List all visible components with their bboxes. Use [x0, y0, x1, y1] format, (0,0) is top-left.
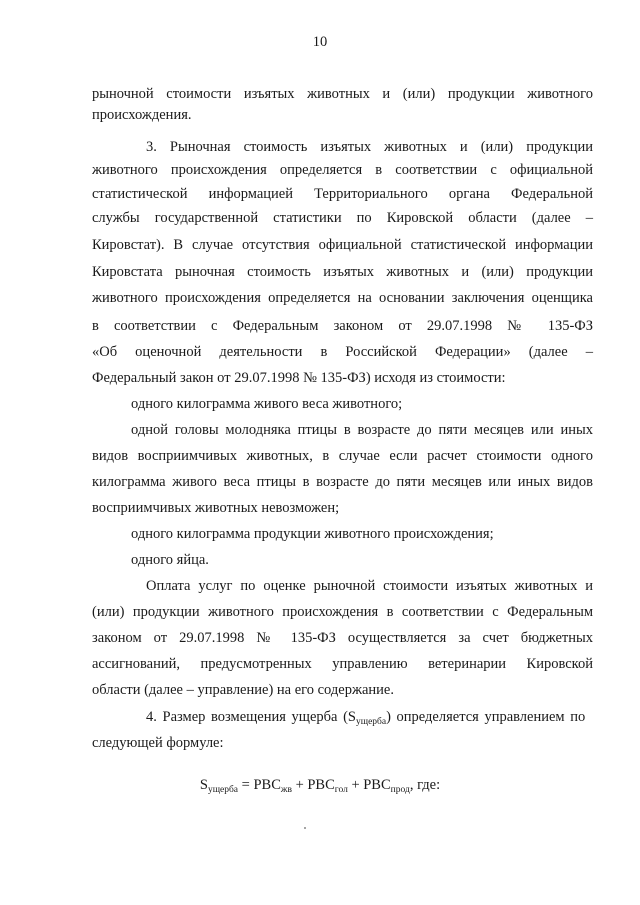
text-line: 3. Рыночная стоимость изъятых животных и (или) продукции [146, 139, 593, 155]
page-number: 10 [312, 34, 328, 50]
formula [0, 775, 640, 795]
text-line: Кировстат). В случае отсутствия официальной статистической информации [92, 237, 593, 253]
text-line: Оплата услуг по оценке рыночной стоимости изъятых животных и [146, 578, 593, 594]
text-line: статистической информацией Территориального органа Федеральной [92, 186, 593, 202]
text-line: службы государственной статистики по Кировской области (далее – [92, 210, 593, 226]
formula-term: = РВС [238, 777, 281, 793]
text-line: одного яйца. [131, 552, 209, 568]
text-line [146, 707, 593, 727]
text-line: области (далее – управление) на его содержание. [92, 682, 394, 698]
formula-subscript: прод [390, 785, 410, 795]
formula-symbol: S [199, 777, 208, 793]
text-line: «Об оценочной деятельности в Российской Федерации» (далее – [92, 344, 593, 360]
text-line: (или) продукции животного происхождения в соответствии с Федеральным [92, 604, 593, 620]
text-fragment: 4. Размер возмещения ущерба (S [146, 709, 356, 725]
text-line: рыночной стоимости изъятых животных и (или) продукции животного [92, 86, 593, 102]
text-line: восприимчивых животных невозможен; [92, 500, 340, 516]
scan-speck [304, 827, 306, 829]
text-line: видов восприимчивых животных, в случае если расчет стоимости одного [92, 448, 593, 464]
text-line: животного происхождения определяется в соответствии с официальной [92, 162, 593, 178]
formula-term: + РВС [291, 777, 335, 793]
text-line: Кировстата рыночная стоимость изъятых животных и (или) продукции [92, 264, 593, 280]
formula-subscript: ущерба [207, 785, 239, 795]
text-line: одной головы молодняка птицы в возрасте до пяти месяцев или иных [131, 422, 593, 438]
text-line: животного происхождения определяется на основании заключения оценщика [92, 290, 593, 306]
text-line: Федеральный закон от 29.07.1998 № 135-ФЗ) исходя из стоимости: [92, 370, 506, 386]
formula-term: + РВС [347, 777, 391, 793]
text-line: следующей формуле: [92, 735, 224, 751]
text-line: происхождения. [92, 107, 192, 123]
subscript: ущерба [356, 717, 387, 727]
text-line: ассигнований, предусмотренных управлению ветеринарии Кировской [92, 656, 593, 672]
text-line: одного килограмма продукции животного происхождения; [131, 526, 494, 542]
text-line: одного килограмма живого веса животного; [131, 396, 403, 412]
formula-subscript: жв [280, 785, 292, 795]
formula-subscript: гол [334, 785, 348, 795]
text-line: килограмма живого веса птицы в возрасте до пяти месяцев или иных видов [92, 474, 593, 490]
formula-tail: , где: [409, 777, 441, 793]
text-line: законом от 29.07.1998 № 135-ФЗ осуществляется за счет бюджетных [92, 630, 593, 646]
text-line: в соответствии с Федеральным законом от 29.07.1998 № 135-ФЗ [92, 318, 593, 334]
text-fragment: ) определяется управлением по [386, 709, 586, 725]
